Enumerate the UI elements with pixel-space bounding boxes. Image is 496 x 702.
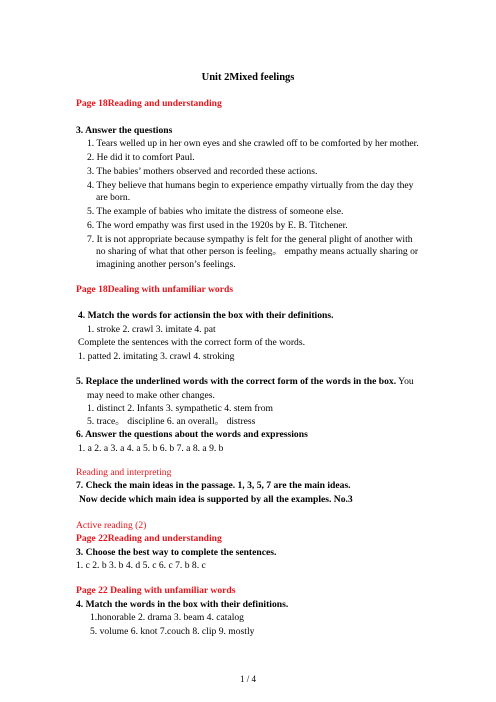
question-heading: 3. Answer the questions [76, 125, 173, 136]
question-heading: 3. Choose the best way to complete the sentences. [76, 547, 277, 558]
page-title: Unit 2Mixed feelings [201, 72, 295, 83]
answer-line: 6. The word empathy was first used in the 1920s by E. B. Titchener. [87, 220, 348, 231]
section-heading: Page 22 Dealing with unfamiliar words [76, 585, 236, 596]
section-heading: Page 18Reading and understanding [76, 98, 222, 109]
answer-line: 1. c 2. b 3. b 4. d 5. c 6. c 7. b 8. c [76, 560, 206, 571]
section-heading: Page 18Dealing with unfamiliar words [76, 284, 234, 295]
answer-line: 5. volume 6. knot 7.couch 8. clip 9. mostly [90, 626, 255, 637]
question-heading: Now decide which main idea is supported by all the examples. No.3 [79, 494, 353, 505]
answer-line: 1. distinct 2. Infants 3. sympathetic 4. stem from [87, 403, 273, 414]
question-heading: 4. Match the words for actionsin the box with their definitions. [78, 310, 334, 321]
answer-line: 1. Tears welled up in her own eyes and she crawled off to be comforted by her mother. [87, 138, 419, 149]
answer-line: 5. trace。 discipline 6. an overall。 distress [87, 416, 256, 427]
answer-line: 3. The babies’ mothers observed and recorded these actions. [87, 166, 318, 177]
answer-line: 7. It is not appropriate because sympathy is felt for the general plight of another with [87, 234, 413, 245]
answer-line: no sharing of what that other person is feeling。 empathy means actually sharing or [96, 246, 419, 257]
instruction-line: may need to make other changes. [87, 390, 215, 401]
answer-line: 1. stroke 2. crawl 3. imitate 4. pat [87, 324, 216, 335]
answer-line: 4. They believe that humans begin to experience empathy virtually from the day they [87, 180, 414, 191]
answer-line: 1.honorable 2. drama 3. beam 4. catalog [90, 612, 244, 623]
answer-line: 2. He did it to comfort Paul. [87, 152, 195, 163]
answer-line: 5. The example of babies who imitate the distress of someone else. [87, 206, 344, 217]
question-heading: 6. Answer the questions about the words and expressions [76, 429, 308, 440]
section-heading: Page 22Reading and understanding [76, 533, 222, 544]
section-heading: Active reading (2) [76, 520, 147, 531]
question-heading: 7. Check the main ideas in the passage. 1, 3, 5, 7 are the main ideas. [76, 480, 351, 491]
answer-line: imagining another person’s feelings. [96, 259, 236, 270]
question-heading: 4. Match the words in the box with their definitions. [76, 599, 289, 610]
answer-line: are born. [96, 192, 131, 203]
answer-line: 1. a 2. a 3. a 4. a 5. b 6. b 7. a 8. a 9. b [78, 443, 224, 454]
question-heading: 5. Replace the underlined words with the correct form of the words in the box. You [76, 376, 414, 387]
instruction-line: Complete the sentences with the correct form of the words. [78, 337, 305, 348]
answer-line: 1. patted 2. imitating 3. crawl 4. stroking [78, 351, 235, 362]
section-heading: Reading and interpreting [76, 467, 172, 478]
page-number: 1 / 4 [239, 674, 256, 684]
